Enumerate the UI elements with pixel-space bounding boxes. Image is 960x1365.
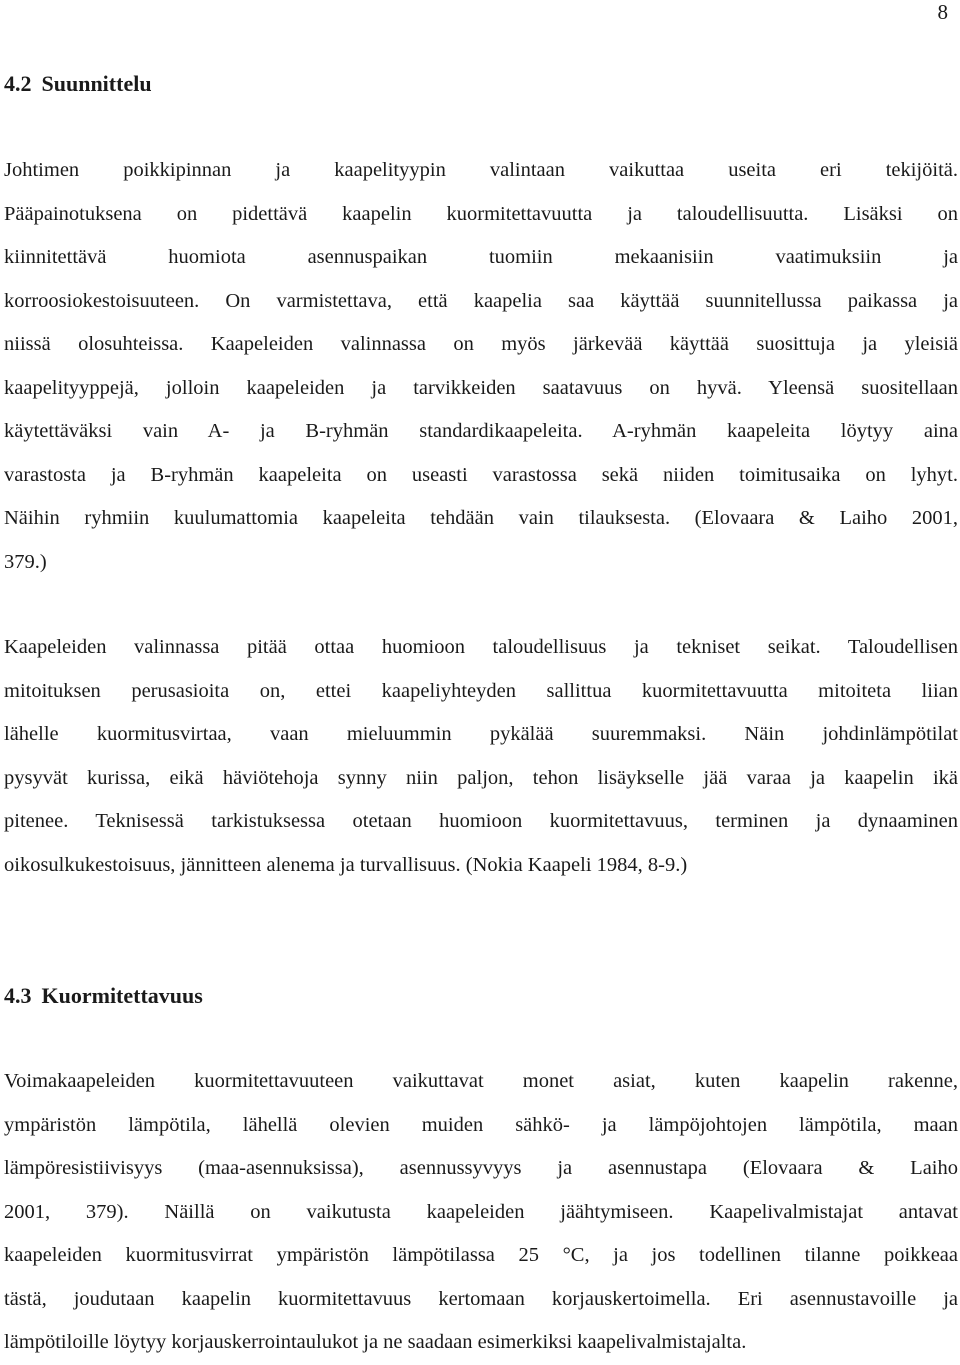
text-line: 2001, 379). Näillä on vaikutusta kaapeleiden jäähtymiseen. Kaapelivalmistajat antavat — [4, 1200, 958, 1223]
section-title: Suunnittelu — [41, 71, 152, 96]
page-number: 8 — [937, 0, 948, 24]
section-title: Kuormitettavuus — [41, 983, 203, 1008]
text-line: lämpöresistiivisyys (maa-asennuksissa), asennussyvyys ja asennustapa (Elovaara & Laiho — [4, 1157, 958, 1179]
section-number: 4.2 — [4, 71, 32, 96]
text-line: kiinnitettävä huomiota asennuspaikan tuomiin mekaanisiin vaatimuksiin ja — [4, 246, 958, 268]
text-line: Johtimen poikkipinnan ja kaapelityypin valintaan vaikuttaa useita eri tekijöitä. — [4, 159, 958, 181]
text-line: Näihin ryhmiin kuulumattomia kaapeleita tehdään vain tilauksesta. (Elovaara & Laiho 2001, — [4, 507, 958, 529]
text-line: mitoituksen perusasioita on, ettei kaapeliyhteyden sallittua kuormitettavuutta mitoiteta liian — [4, 679, 958, 702]
paragraph-kaapelityypin-valinta — [4, 149, 958, 584]
text-line: lähelle kuormitusvirtaa, vaan mieluummin pykälää suuremmaksi. Näin johdinlämpötilat — [4, 723, 958, 745]
text-line: Pääpainotuksena on pidettävä kaapelin kuormitettavuutta ja taloudellisuutta. Lisäksi on — [4, 202, 958, 225]
section-heading-suunnittelu — [4, 70, 152, 98]
text-line: tästä, joudutaan kaapelin kuormitettavuus kertomaan korjauskertoimella. Eri asennustavoille ja — [4, 1287, 958, 1310]
section-heading-kuormitettavuus — [4, 982, 203, 1010]
text-line: Voimakaapeleiden kuormitettavuuteen vaikuttavat monet asiat, kuten kaapelin rakenne, — [4, 1070, 958, 1092]
text-line: niissä olosuhteissa. Kaapeleiden valinnassa on myös järkevää käyttää suosittuja ja yleisiä — [4, 333, 958, 355]
text-line: oikosulkukestoisuus, jännitteen alenema ja turvallisuus. (Nokia Kaapeli 1984, 8-9.) — [4, 853, 688, 876]
text-line: pitenee. Teknisessä tarkistuksessa otetaan huomioon kuormitettavuus, terminen ja dynaaminen — [4, 810, 958, 832]
text-line: lämpötiloille löytyy korjauskerrointaulukot ja ne saadaan esimerkiksi kaapelivalmistajalta. — [4, 1331, 747, 1353]
text-line: korroosiokestoisuuteen. On varmistettava, että kaapelia saa käyttää suunnitellussa paikassa ja — [4, 289, 958, 312]
section-number: 4.3 — [4, 983, 32, 1008]
text-line: pysyvät kurissa, eikä häviötehoja synny niin paljon, tehon lisäykselle jää varaa ja kaapelin ikä — [4, 766, 958, 789]
paragraph-kuormitettavuus — [4, 1060, 958, 1365]
text-line: ympäristön lämpötila, lähellä olevien muiden sähkö- ja lämpöjohtojen lämpötila, maan — [4, 1113, 958, 1136]
text-line: 379.) — [4, 550, 47, 573]
text-line: varastosta ja B-ryhmän kaapeleita on useasti varastossa sekä niiden toimitusaika on lyhyt. — [4, 463, 958, 486]
text-line: käytettäväksi vain A- ja B-ryhmän standardikaapeleita. A-ryhmän kaapeleita löytyy aina — [4, 420, 958, 442]
text-line: Kaapeleiden valinnassa pitää ottaa huomioon taloudellisuus ja tekniset seikat. Taloudellisen — [4, 636, 958, 658]
paragraph-taloudellisuus — [4, 626, 958, 887]
text-line: kaapelityyppejä, jolloin kaapeleiden ja tarvikkeiden saatavuus on hyvä. Yleensä suositellaan — [4, 376, 958, 399]
text-line: kaapeleiden kuormitusvirrat ympäristön lämpötilassa 25 °C, ja jos todellinen tilanne poikkeaa — [4, 1244, 958, 1266]
